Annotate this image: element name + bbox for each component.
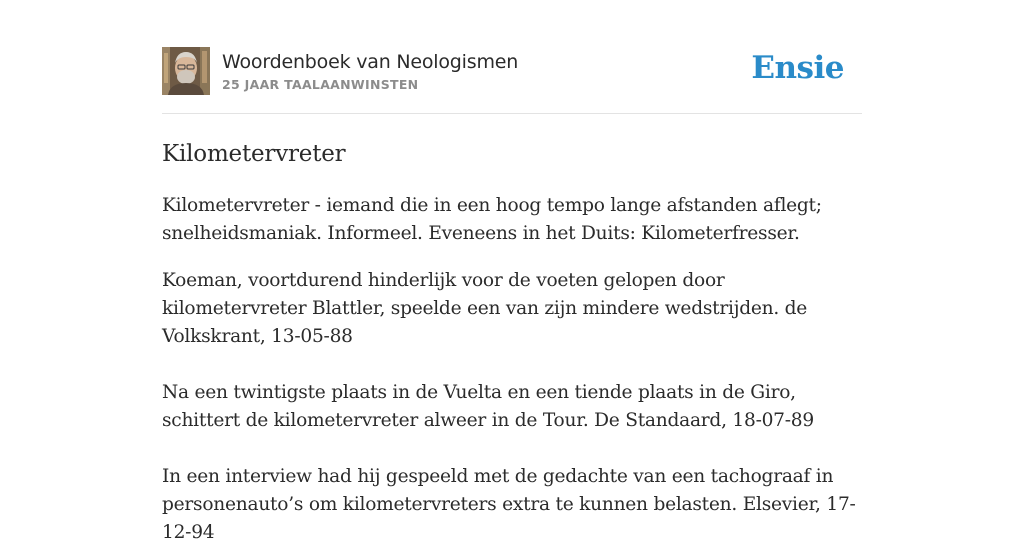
- entry-definition: Kilometervreter - iemand die in een hoog tempo lange afstanden aflegt; snelheidsmaniak. Informeel. Eveneens in het Duits: Kilometerfresser.: [162, 195, 822, 244]
- ensie-logo[interactable]: Ensie: [751, 50, 844, 86]
- publication-header: [162, 46, 862, 96]
- publication-title[interactable]: Woordenboek van Neologismen: [222, 50, 519, 73]
- avatar[interactable]: [162, 47, 210, 95]
- entry-quote: Koeman, voortdurend hinderlijk voor de voeten gelopen door kilometervreter Blattler, speelde een van zijn mindere wedstrijden. de Volkskrant, 13-05-88: [162, 270, 808, 347]
- author-portrait-icon: [162, 47, 210, 95]
- publication-subtitle: 25 JAAR TAALAANWINSTEN: [222, 76, 419, 92]
- entry-quote: In een interview had hij gespeeld met de gedachte van een tachograaf in personenauto’s om kilometervreters extra te kunnen belasten. Elsevier, 17-12-94: [162, 466, 856, 543]
- entry-title: Kilometervreter: [162, 141, 346, 167]
- header-divider: [162, 113, 862, 114]
- entry-card: [162, 46, 862, 547]
- entry-quote: Na een twintigste plaats in de Vuelta en een tiende plaats in de Giro, schittert de kilometervreter alweer in de Tour. De Standaard, 18-07-89: [162, 382, 814, 431]
